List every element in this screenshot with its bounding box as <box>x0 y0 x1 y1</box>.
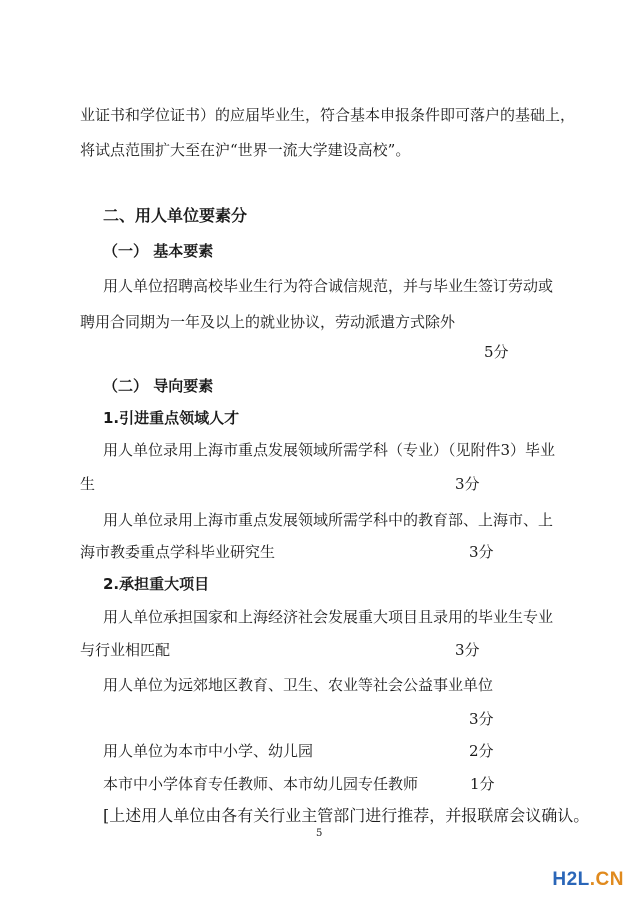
text-line: 海市教委重点学科毕业研究生 <box>80 543 276 561</box>
text-line: 本市中小学体育专任教师、本市幼儿园专任教师 <box>103 775 419 793</box>
subsection-heading: （二） 导向要素 <box>103 377 214 395</box>
score: 3分 <box>469 543 494 561</box>
section-heading: 二、用人单位要素分 <box>103 206 248 225</box>
text-line: 用人单位为远郊地区教育、卫生、农业等社会公益事业单位 <box>103 676 494 694</box>
score: 1分 <box>470 775 495 793</box>
item-heading: 1.引进重点领域人才 <box>103 409 240 427</box>
score: 3分 <box>455 641 480 659</box>
text-line: 用人单位为本市中小学、幼儿园 <box>103 742 314 760</box>
score: 3分 <box>455 475 480 493</box>
watermark-part: H2L <box>552 869 590 890</box>
text-line: 与行业相匹配 <box>80 641 171 659</box>
score: 2分 <box>469 742 494 760</box>
text-line: 将试点范围扩大至在沪“世界一流大学建设高校”。 <box>80 141 411 159</box>
text-line: 聘用合同期为一年及以上的就业协议，劳动派遣方式除外 <box>80 313 456 331</box>
score: 5分 <box>484 343 509 361</box>
page-number: 5 <box>316 828 323 839</box>
watermark-logo <box>552 869 624 891</box>
subsection-heading: （一） 基本要素 <box>103 242 214 260</box>
text-line: 用人单位录用上海市重点发展领域所需学科中的教育部、上海市、上 <box>103 511 554 529</box>
text-line: [上述用人单位由各有关行业主管部门进行推荐，并报联席会议确认。 <box>103 806 590 825</box>
item-heading: 2.承担重大项目 <box>103 575 210 593</box>
watermark-part: .CN <box>589 869 624 890</box>
text-line: 业证书和学位证书）的应届毕业生，符合基本申报条件即可落户的基础上， <box>80 106 576 124</box>
text-line: 用人单位录用上海市重点发展领域所需学科（专业）（见附件3）毕业 <box>103 441 556 459</box>
text-line: 用人单位承担国家和上海经济社会发展重大项目且录用的毕业生专业 <box>103 608 554 626</box>
text-line: 用人单位招聘高校毕业生行为符合诚信规范，并与毕业生签订劳动或 <box>103 277 554 295</box>
score: 3分 <box>469 710 494 728</box>
text-line: 生 <box>80 475 96 493</box>
